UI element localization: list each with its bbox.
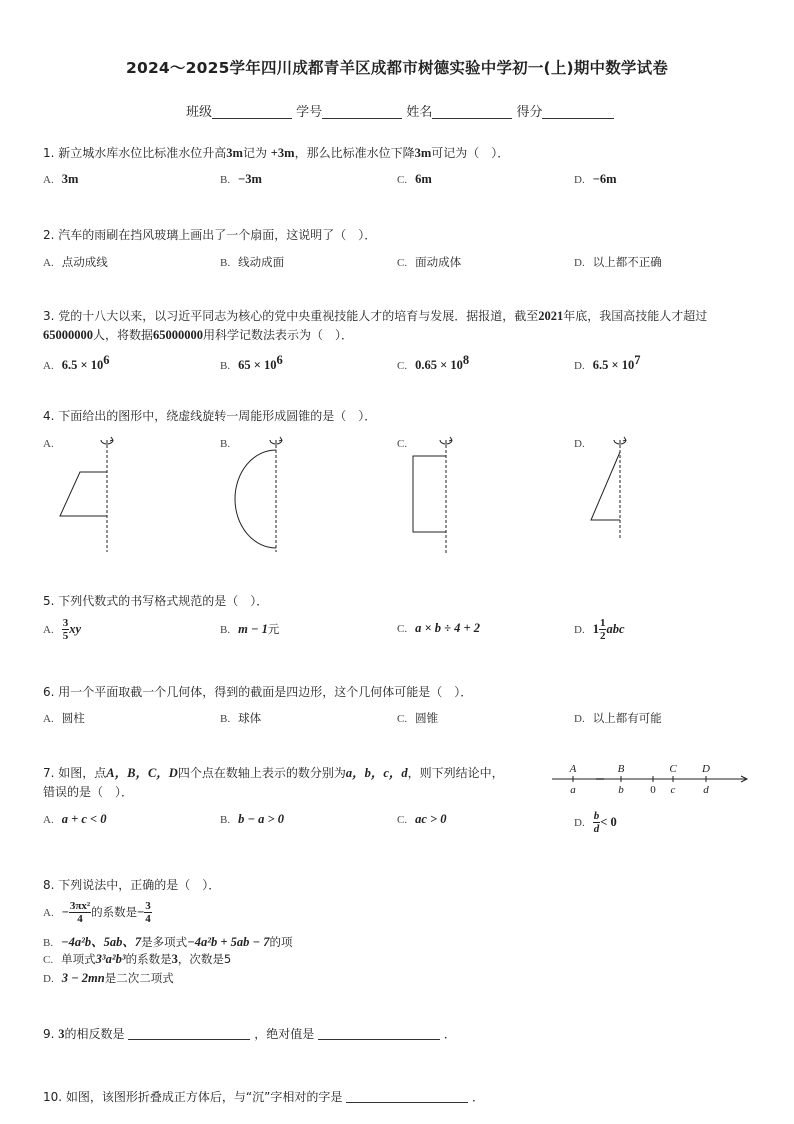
name-label: 姓名 [406, 105, 433, 120]
option-a[interactable]: A. 3m [43, 172, 79, 186]
option-d[interactable]: D. $\frac{b}{d}$ < 0 [574, 810, 617, 835]
point-label-b: B [617, 763, 625, 775]
value-label-d: d [703, 784, 709, 796]
option-a[interactable]: A. − $\frac{\text{3πx²}}{4}$ 的系数是− $\frac{3}{4}$ [43, 900, 151, 925]
option-d[interactable]: D. $6.5 \times 10^7$ [574, 353, 641, 372]
question-6-stem: 6. 用一个平面取截一个几何体，得到的截面是四边形，这个几何体可能是（ ）． [43, 685, 473, 699]
option-b[interactable]: B. [220, 438, 231, 450]
option-c[interactable]: C. $0.65 \times 10^8$ [397, 353, 470, 372]
option-b[interactable]: B. m − 1元 [220, 622, 280, 636]
score-label: 得分 [516, 105, 543, 120]
question-5-stem: 5. 下列代数式的书写格式规范的是（ ）． [43, 594, 269, 608]
id-label: 学号 [296, 105, 323, 120]
question-1-stem: 1. 新立城水库水位比标准水位升高3m记为 +3m，那么比标准水位下降3m可记为（ ）． [43, 146, 510, 160]
question-7-stem-line1: 7. 如图，点A，B，C，D四个点在数轴上表示的数分别为a，b，c，d，则下列结论中， [43, 766, 504, 780]
question-2-stem: 2. 汽车的雨刷在挡风玻璃上画出了一个扇面，这说明了（ ）． [43, 228, 377, 242]
question-10-stem: 10. 如图，该图形折叠成正方体后，与“沉”字相对的字是 ． [43, 1090, 485, 1104]
option-a[interactable]: A. $6.5 \times 10^6$ [43, 353, 110, 372]
option-c[interactable]: C. 面动成体 [397, 255, 462, 269]
question-8-options [43, 900, 292, 989]
point-label-a: A [569, 763, 577, 775]
option-a[interactable]: A. 圆柱 [43, 711, 85, 725]
option-d[interactable]: D. 3 − 2mn是二次二项式 [43, 971, 174, 985]
value-label-c: c [670, 784, 676, 796]
value-label-zero: 0 [650, 784, 656, 796]
option-b[interactable]: B. 球体 [220, 711, 262, 725]
option-b[interactable]: B. 线动成面 [220, 255, 285, 269]
option-a[interactable]: A. a + c < 0 [43, 812, 107, 826]
value-label-b: b [618, 784, 624, 796]
option-b[interactable]: B. −4a²b、5ab、7是多项式−4a²b + 5ab − 7的项 [43, 935, 293, 949]
question-10 [43, 1088, 484, 1107]
option-d[interactable]: D. −6m [574, 172, 617, 186]
option-d[interactable]: D. 以上都有可能 [574, 711, 662, 725]
value-label-a: a [570, 784, 576, 796]
question-8 [43, 876, 220, 895]
question-3-stem-line1: 3. 党的十八大以来，以习近平同志为核心的党中央重视技能人才的培育与发展．据报道，截至2021年底，我国高技能人才超过 [43, 309, 708, 323]
question-3-stem-line2: 65000000人，将数据65000000用科学记数法表示为（ ）． [43, 328, 354, 342]
question-7-options [43, 810, 763, 844]
option-a[interactable]: A. $\frac{3}{5}$ xy [43, 617, 82, 642]
exam-title: 2024～2025学年四川成都青羊区成都市树德实验中学初一(上)期中数学试卷 [125, 59, 669, 77]
question-4-stem: 4. 下面给出的图形中，绕虚线旋转一周能形成圆锥的是（ ）． [43, 409, 377, 423]
option-c[interactable]: C. a × b ÷ 4 + 2 [397, 621, 480, 635]
option-c[interactable]: C. [397, 438, 408, 450]
point-label-d: D [702, 763, 710, 775]
option-d[interactable]: D. 1 $\frac{1}{2}$ abc [574, 617, 625, 642]
option-c[interactable]: C. ac > 0 [397, 812, 447, 826]
option-a[interactable]: A. [43, 438, 54, 450]
option-a[interactable]: A. 点动成线 [43, 255, 108, 269]
option-b[interactable]: B. b − a > 0 [220, 812, 285, 826]
answer-blank-opposite-face[interactable] [346, 1090, 468, 1103]
answer-blank-opposite[interactable] [128, 1027, 250, 1040]
question-8-stem: 8. 下列说法中，正确的是（ ）． [43, 878, 221, 892]
option-d[interactable]: D. 以上都不正确 [574, 255, 662, 269]
option-b[interactable]: B. $65 \times 10^6$ [220, 353, 283, 372]
option-b[interactable]: B. −3m [220, 172, 262, 186]
answer-blank-absolute[interactable] [318, 1027, 440, 1040]
option-d[interactable]: D. [574, 438, 585, 450]
question-9 [43, 1025, 456, 1044]
option-c[interactable]: C. 6m [397, 172, 432, 186]
option-c[interactable]: C. 圆锥 [397, 711, 439, 725]
class-label: 班级 [186, 105, 213, 120]
option-c[interactable]: C. 单项式3³a²b³的系数是3，次数是5 [43, 952, 232, 966]
question-7-stem-line2: 错误的是（ ）． [43, 785, 134, 799]
question-9-stem: 9. 3的相反数是 ，绝对值是 ． [43, 1027, 456, 1041]
point-label-c: C [669, 763, 677, 775]
